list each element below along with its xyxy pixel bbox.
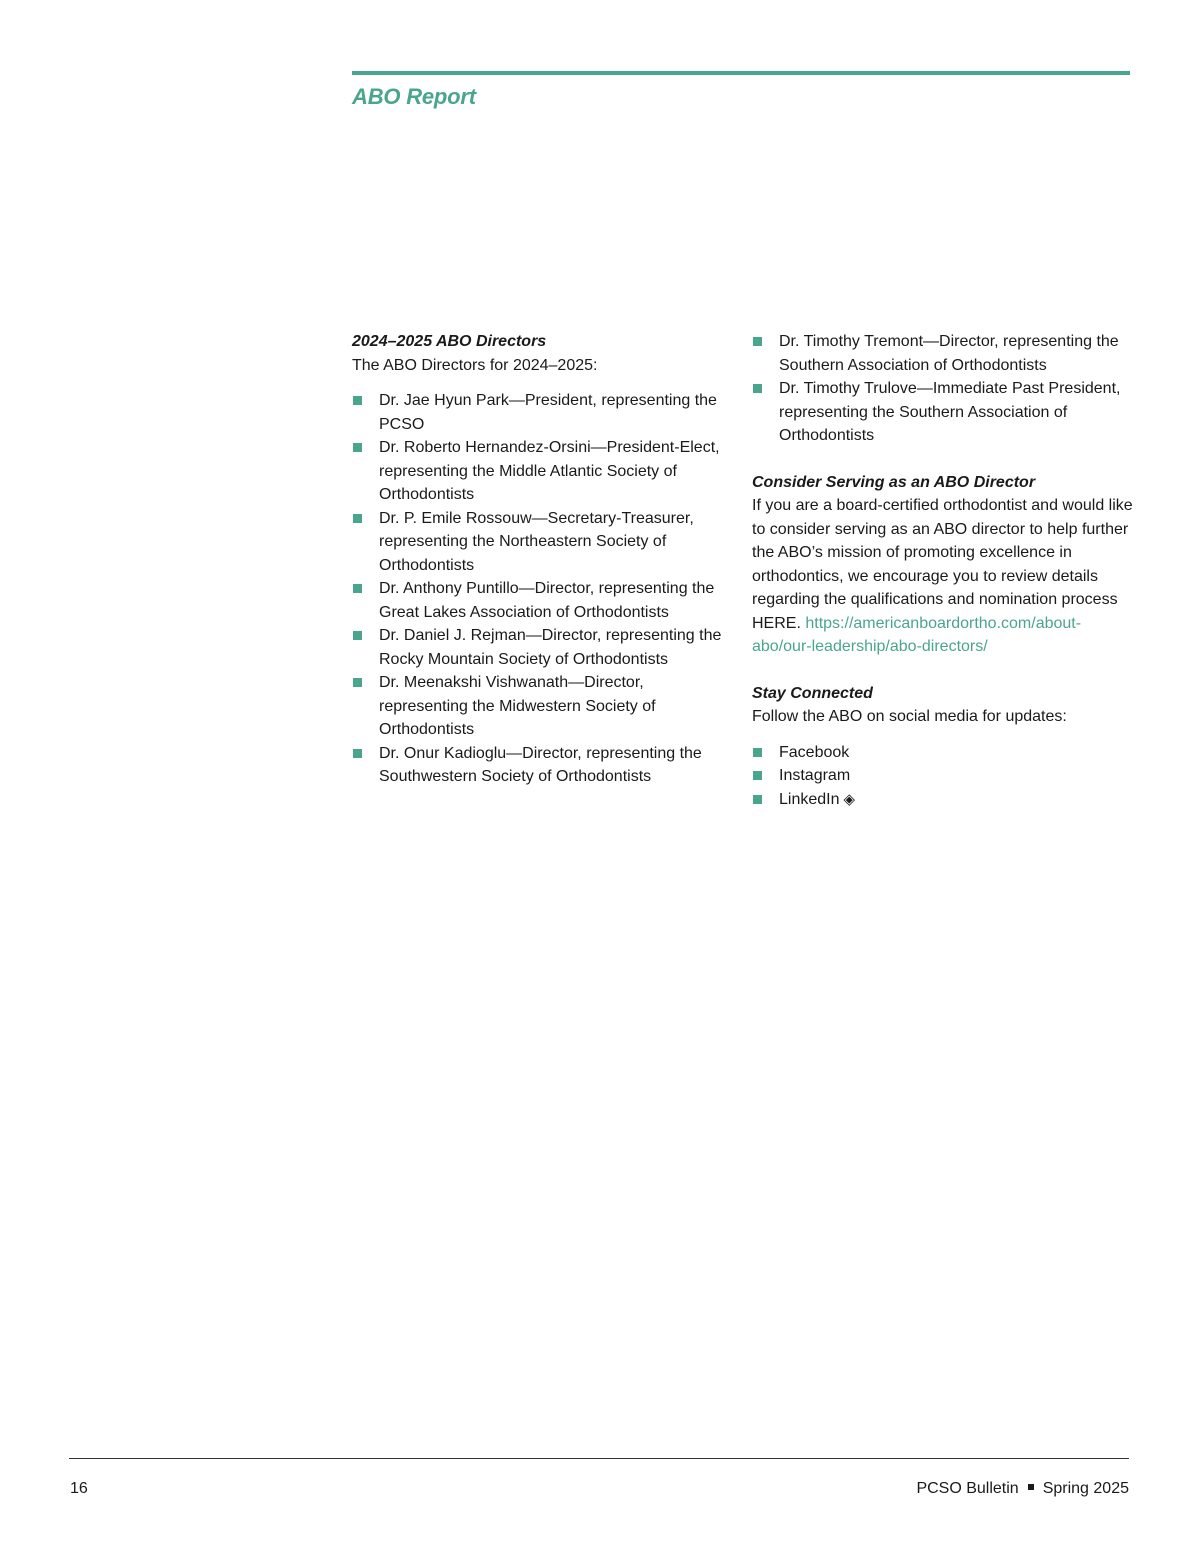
connected-intro: Follow the ABO on social media for updates: — [752, 708, 1067, 725]
list-item — [752, 788, 1140, 812]
square-bullet-icon — [753, 771, 762, 780]
list-item: Dr. Anthony Puntillo—Director, representing the Great Lakes Association of Orthodontists — [352, 577, 730, 624]
list-item — [752, 741, 1140, 765]
directors-list-left — [352, 389, 730, 789]
publication-name: PCSO Bulletin — [916, 1480, 1019, 1497]
directors-heading: 2024–2025 ABO Directors — [352, 333, 547, 350]
square-bullet-icon — [753, 748, 762, 757]
directors-intro: The ABO Directors for 2024–2025: — [352, 356, 598, 374]
square-bullet-icon — [353, 396, 362, 405]
right-column — [752, 330, 1140, 811]
list-item: Dr. Meenakshi Vishwanath—Director, representing the Midwestern Society of Orthodontists — [352, 671, 730, 742]
list-item: Dr. Daniel J. Rejman—Director, representing the Rocky Mountain Society of Orthodontists — [352, 624, 730, 671]
serving-heading: Consider Serving as an ABO Director — [752, 473, 1036, 491]
section-title: ABO Report — [352, 84, 476, 109]
social-list — [752, 741, 1140, 812]
square-bullet-icon — [353, 631, 362, 640]
abo-directors-link[interactable]: https://americanboardortho.com/about-abo/our-leadership/abo-directors/ — [752, 614, 1082, 655]
footer-publication — [916, 1480, 1129, 1498]
directors-list-right — [752, 330, 1140, 448]
serving-body: If you are a board-certified orthodontist and would like to consider serving as an ABO director to help further the ABO’s mission of promoting excellence in orthodontics, we encourage you to review details regarding the qualifications and nomination process HERE. https://americanboardortho.com/about-abo/our-leadership/abo-directors/ — [752, 497, 1133, 655]
square-bullet-icon — [753, 795, 762, 804]
social-linkedin: LinkedIn — [779, 790, 840, 808]
list-item: Dr. Timothy Trulove—Immediate Past President, representing the Southern Association of Orthodontists — [752, 377, 1140, 448]
social-instagram: Instagram — [779, 767, 851, 784]
list-item: Dr. Jae Hyun Park—President, representing the PCSO — [352, 389, 730, 436]
square-bullet-icon — [353, 443, 362, 452]
issue-date: Spring 2025 — [1042, 1480, 1129, 1497]
list-item: Dr. Onur Kadioglu—Director, representing the Southwestern Society of Orthodontists — [352, 742, 730, 789]
list-item — [752, 764, 1140, 788]
square-bullet-icon — [353, 678, 362, 687]
social-facebook: Facebook — [779, 743, 850, 761]
square-bullet-icon — [353, 584, 362, 593]
connected-heading: Stay Connected — [752, 684, 873, 702]
square-bullet-icon — [353, 749, 362, 758]
list-item: Dr. Roberto Hernandez-Orsini—President-Elect, representing the Middle Atlantic Society of Orthodontists — [352, 436, 730, 507]
square-separator-icon — [1028, 1484, 1034, 1490]
square-bullet-icon — [753, 384, 762, 393]
left-column — [352, 330, 730, 789]
footer-rule — [69, 1458, 1129, 1459]
page-number: 16 — [70, 1480, 88, 1497]
header-rule — [352, 71, 1130, 75]
square-bullet-icon — [753, 337, 762, 346]
list-item: Dr. P. Emile Rossouw—Secretary-Treasurer, representing the Northeastern Society of Orthodontists — [352, 507, 730, 578]
list-item: Dr. Timothy Tremont—Director, representing the Southern Association of Orthodontists — [752, 330, 1140, 377]
diamond-end-mark-icon: ◈ — [843, 790, 856, 808]
square-bullet-icon — [353, 514, 362, 523]
